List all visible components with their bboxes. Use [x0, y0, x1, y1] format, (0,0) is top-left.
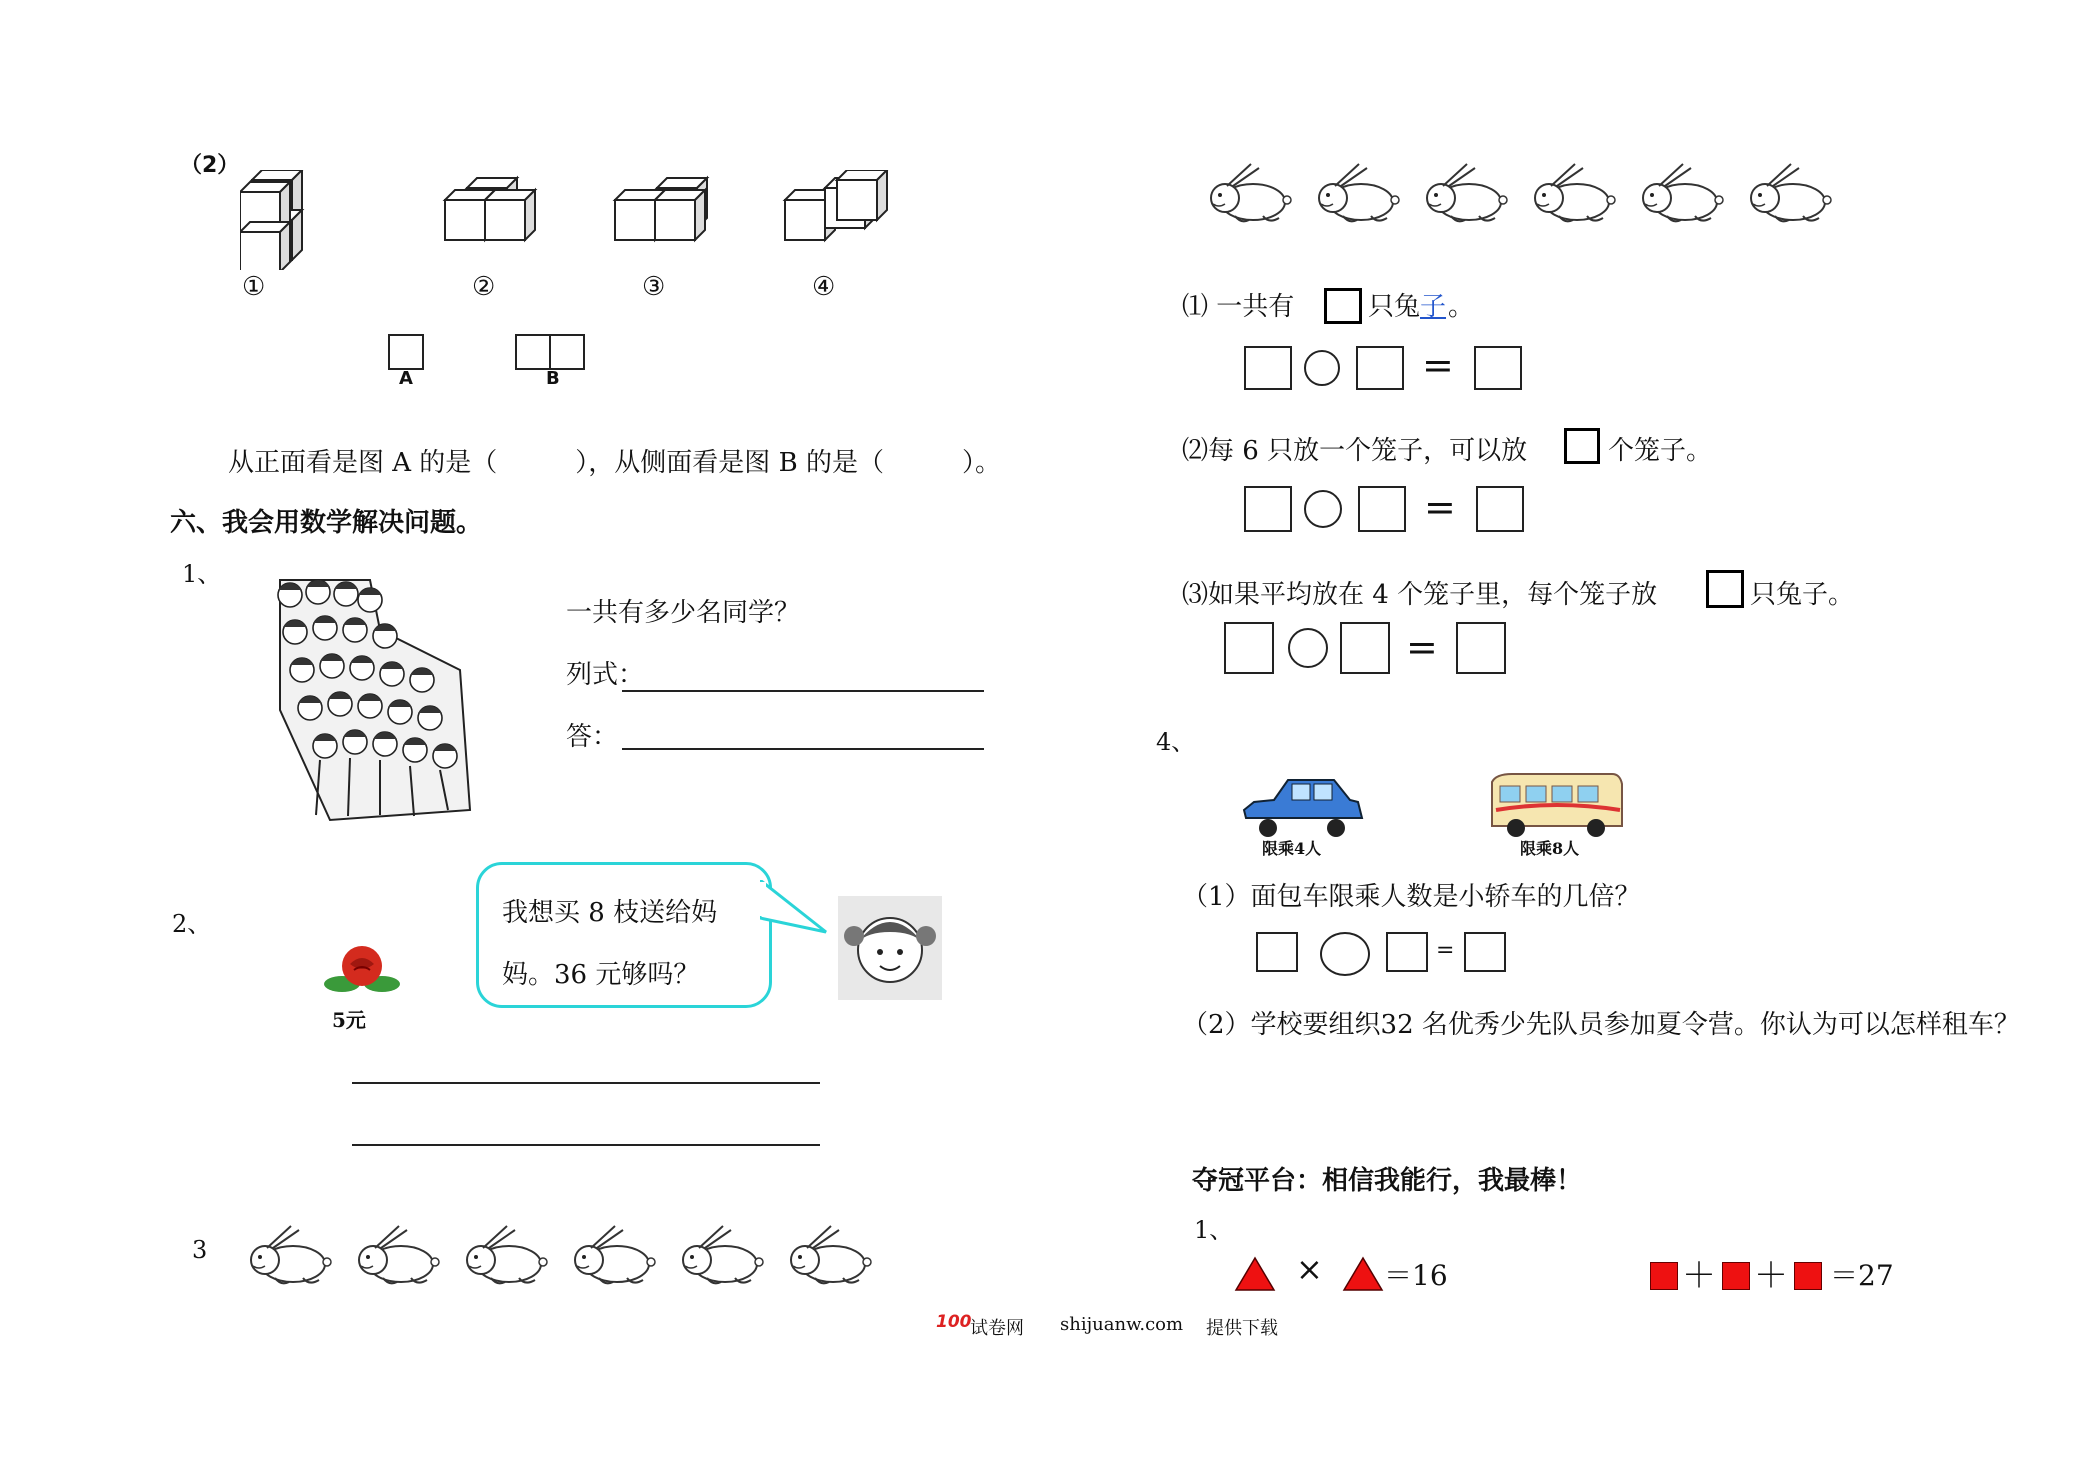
rose-icon [320, 940, 404, 1000]
rabbit-icon [791, 1226, 871, 1283]
rabbit-icon [359, 1226, 439, 1283]
rabbit-q1-prefix: ⑴ 一共有 [1182, 292, 1295, 322]
rabbit-icon [683, 1226, 763, 1283]
rabbit-q1-link[interactable]: 子 [1420, 292, 1447, 322]
car-label: 限乘4人 [1262, 839, 1322, 858]
eq1-equals: = [1422, 343, 1454, 387]
cube-figure-4 [785, 170, 887, 240]
eq2-equals: = [1424, 485, 1456, 529]
view-a-label: A [399, 368, 413, 389]
eq3-box-result[interactable] [1456, 622, 1506, 674]
view-question: 从正面看是图 A 的是（ ），从侧面看是图 B 的是（ ）。 [228, 448, 1001, 478]
red-square-icon-3 [1794, 1262, 1822, 1290]
bus-icon [1486, 770, 1626, 840]
red-triangle-icon [1234, 1256, 1276, 1292]
footer-tagline: 提供下载 [1206, 1318, 1278, 1339]
times-sign: × [1296, 1250, 1323, 1288]
eq1-operator-circle[interactable] [1304, 350, 1340, 386]
car-icon [1238, 770, 1364, 840]
rabbit-icon [467, 1226, 547, 1283]
rose-price: 5元 [332, 1008, 366, 1032]
view-b-shape-right [549, 334, 585, 370]
footer-logo: 100 [936, 1312, 972, 1332]
rabbit-icon [1751, 164, 1831, 221]
cube-label-4: ④ [812, 272, 836, 302]
eq4-box-2[interactable] [1386, 932, 1428, 972]
footer-site-name: 试卷网 [970, 1318, 1024, 1339]
q3-number: 3 [192, 1236, 208, 1264]
view-a-shape [388, 334, 424, 370]
rabbit-q3-prefix: ⑶如果平均放在 4 个笼子里，每个笼子放 [1182, 580, 1658, 610]
q1-formula-label: 列式： [566, 660, 645, 690]
rabbit-q3-answer-box[interactable] [1706, 570, 1744, 608]
q4-sub1: （1）面包车限乘人数是小轿车的几倍？ [1182, 882, 1641, 912]
rabbit-q1-end: 。 [1448, 292, 1475, 322]
cube-label-3: ③ [642, 272, 666, 302]
eq4-equals: = [1436, 938, 1455, 963]
q2-answer-line-2[interactable] [352, 1144, 820, 1146]
eq4-box-1[interactable] [1256, 932, 1298, 972]
rabbit-q3-end: 只兔子。 [1750, 580, 1855, 610]
rabbit-icon [1427, 164, 1507, 221]
eq2-operator-circle[interactable] [1304, 490, 1342, 528]
view-b-shape-left [515, 334, 551, 370]
q2-answer-line-1[interactable] [352, 1082, 820, 1084]
rabbit-q1-mid: 只兔 [1368, 292, 1421, 322]
plus-sign-1: ＋ [1682, 1256, 1716, 1296]
students-image [260, 570, 510, 835]
cube-figures [240, 170, 920, 270]
eq4-box-result[interactable] [1464, 932, 1506, 972]
bubble-line-1: 我想买 8 枝送给妈 [502, 898, 718, 928]
q1-answer-line[interactable] [622, 748, 984, 750]
cube-figure-2 [445, 178, 535, 240]
eq4-operator-circle[interactable] [1320, 932, 1370, 976]
eq3-operator-circle[interactable] [1288, 628, 1328, 668]
q1-question: 一共有多少名同学？ [566, 598, 801, 628]
plus-sign-2: ＋ [1754, 1256, 1788, 1296]
eq1-box-result[interactable] [1474, 346, 1522, 390]
eq3-equals: = [1406, 625, 1438, 669]
rabbit-icon [1643, 164, 1723, 221]
equation2-result: ＝27 [1830, 1259, 1894, 1292]
rabbit-icon [251, 1226, 331, 1283]
eq3-box-2[interactable] [1340, 622, 1390, 674]
rabbit-q1-answer-box[interactable] [1324, 288, 1362, 324]
cube-figure-1 [240, 170, 302, 270]
section-6-title: 六、我会用数学解决问题。 [170, 508, 483, 538]
eq2-box-2[interactable] [1358, 486, 1406, 532]
q2-number: 2、 [172, 910, 212, 938]
red-triangle-icon-2 [1342, 1256, 1384, 1292]
equation1-result: ＝16 [1384, 1259, 1448, 1292]
rabbit-q2-answer-box[interactable] [1564, 428, 1600, 464]
bus-label: 限乘8人 [1520, 839, 1580, 858]
red-square-icon-2 [1722, 1262, 1750, 1290]
q1-formula-line[interactable] [622, 690, 984, 692]
red-square-icon-1 [1650, 1262, 1678, 1290]
q4-sub2: （2）学校要组织32 名优秀少先队员参加夏令营。你认为可以怎样租车？ [1182, 1010, 2020, 1040]
rabbit-q2-end: 个笼子。 [1608, 436, 1713, 466]
footer-domain[interactable]: shijuanw.com [1060, 1314, 1184, 1335]
rabbit-icon [575, 1226, 655, 1283]
rabbit-icon [1319, 164, 1399, 221]
rabbits-row-right [1200, 158, 1840, 238]
rabbit-q2-prefix: ⑵每 6 只放一个笼子，可以放 [1182, 436, 1528, 466]
bubble-line-2: 妈。36 元够吗？ [502, 960, 700, 990]
speech-bubble-tail [760, 880, 850, 940]
challenge-title: 夺冠平台：相信我能行，我最棒！ [1192, 1166, 1583, 1196]
view-b-label: B [546, 368, 560, 389]
challenge-number: 1、 [1194, 1216, 1234, 1244]
eq2-box-1[interactable] [1244, 486, 1292, 532]
eq1-box-2[interactable] [1356, 346, 1404, 390]
cube-label-1: ① [242, 272, 266, 302]
eq2-box-result[interactable] [1476, 486, 1524, 532]
eq1-box-1[interactable] [1244, 346, 1292, 390]
q1-number: 1、 [182, 560, 222, 588]
q4-number: 4、 [1156, 728, 1196, 756]
eq3-box-1[interactable] [1224, 622, 1274, 674]
rabbit-icon [1211, 164, 1291, 221]
rabbit-icon [1535, 164, 1615, 221]
girl-icon [838, 896, 942, 1000]
cube-label-2: ② [472, 272, 496, 302]
rabbits-row-left [240, 1220, 880, 1300]
cube-figure-3 [615, 178, 707, 240]
q1-answer-label: 答： [566, 722, 619, 752]
part2-label: （2） [180, 153, 240, 178]
